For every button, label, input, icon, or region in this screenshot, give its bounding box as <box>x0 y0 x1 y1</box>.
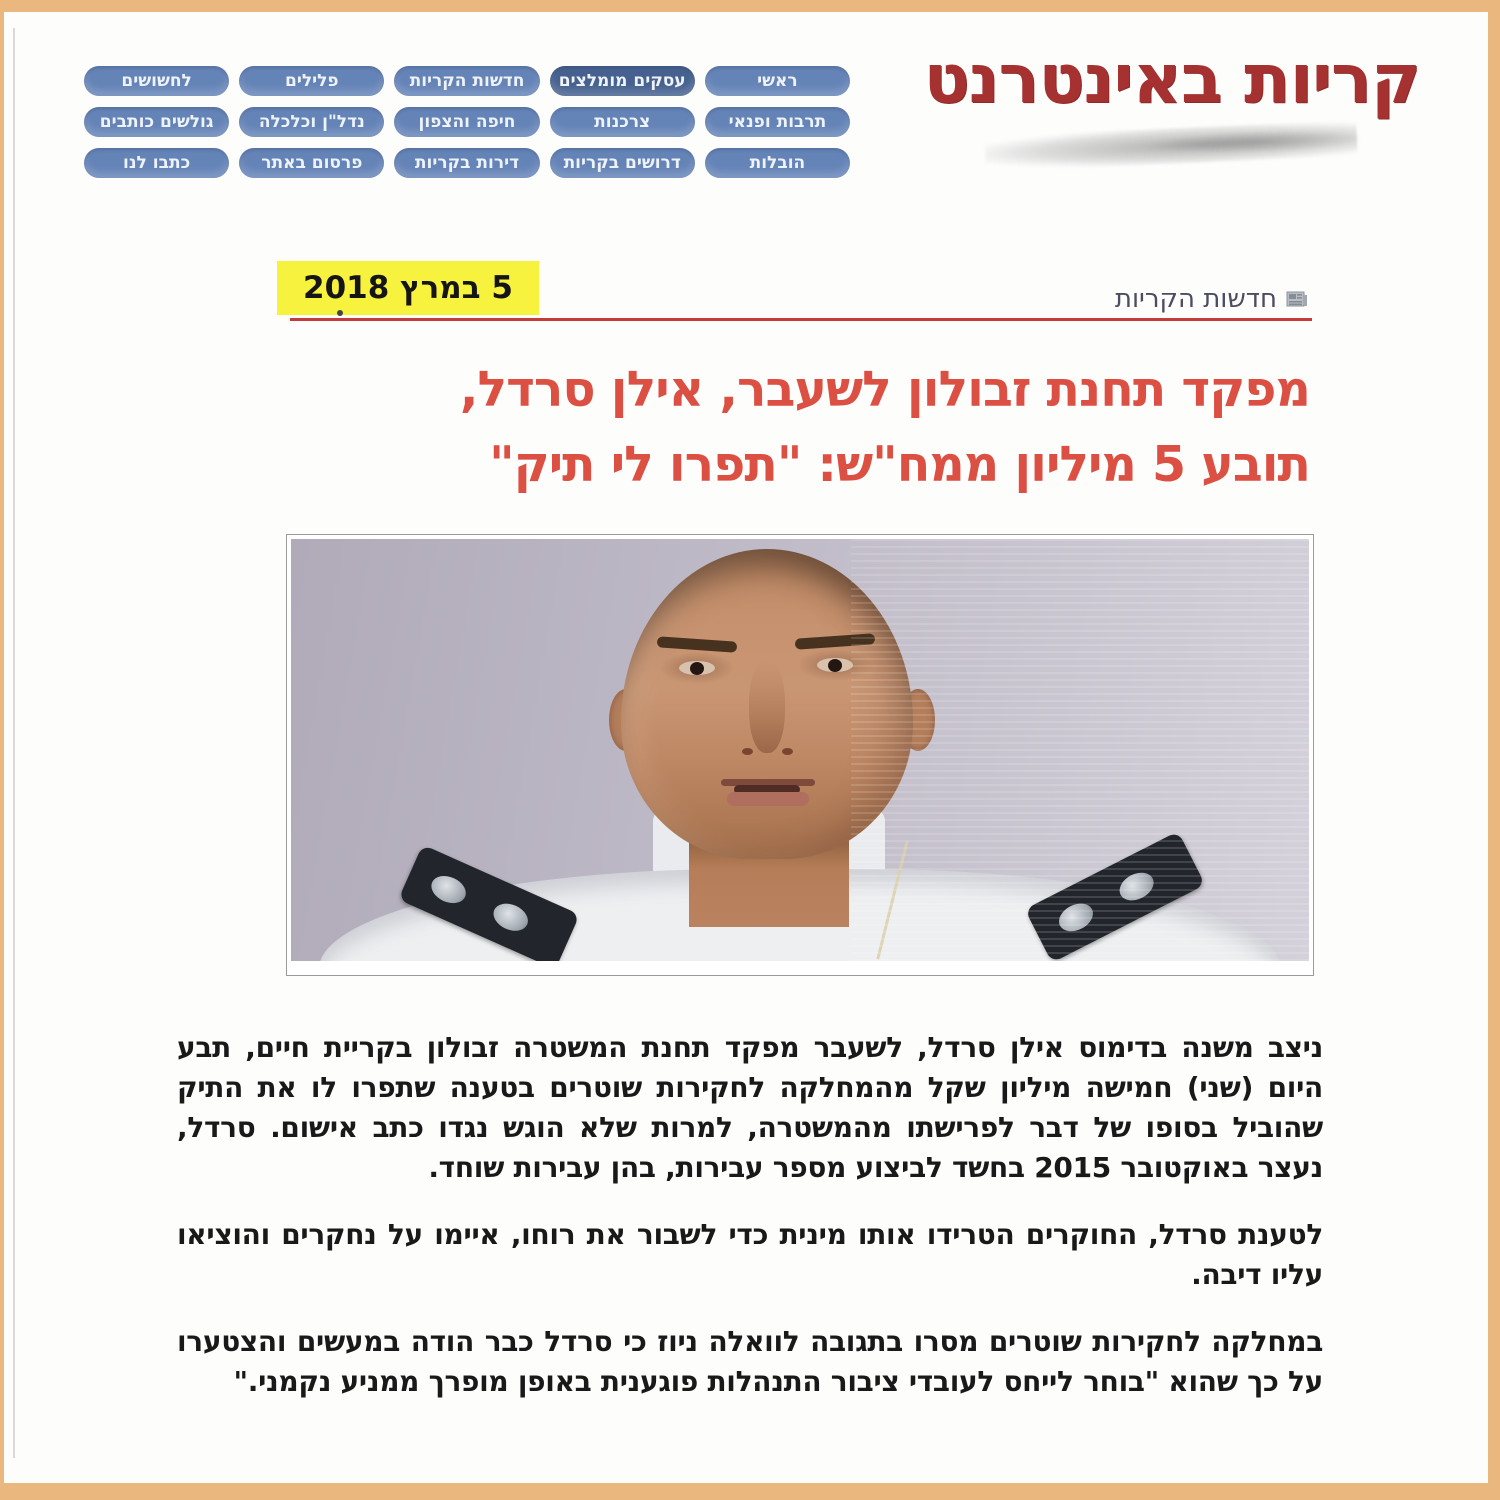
site-logo[interactable]: קריות באינטרנט <box>923 40 1420 119</box>
pupil <box>828 659 842 672</box>
eye <box>679 661 715 675</box>
section-title[interactable]: חדשות הקריות <box>1114 284 1277 314</box>
newspaper-icon <box>1286 290 1308 308</box>
article-headline <box>300 352 1310 502</box>
article-paragraph: ניצב משנה בדימוס אילן סרדל, לשעבר מפקד תחנת המשטרה זבולון בקריית חיים, תבע היום (שני) חמישה מיליון שקל מהמחלקה לחקירות שוטרים בטענה שתפרו לו את התיק שהוביל בסופו של דבר לפרישתו מהמשטרה, למרות שלא הוגש נגדו כתב אישום. סרדל, נעצר באוקטובר 2015 בחשד לביצוע מספר עבירות, בהן עבירות שוחד. <box>177 1031 1323 1184</box>
eye <box>817 658 853 672</box>
nav-item-crime[interactable]: פלילים <box>239 66 384 96</box>
nav-item-surfers-write[interactable]: גולשים כותבים <box>84 107 229 137</box>
section-divider-line <box>290 318 1312 321</box>
mouth <box>727 792 809 806</box>
nav-item-jobs-krayot[interactable]: דרושים בקריות <box>550 148 695 178</box>
nostril <box>782 748 793 755</box>
necklace <box>876 840 908 959</box>
face <box>621 549 913 859</box>
nav-item-whispers[interactable]: לחשושים <box>84 66 229 96</box>
headline-line-1: מפקד תחנת זבולון לשעבר, אילן סרדל, <box>459 361 1310 418</box>
headline-line-2: תובע 5 מיליון ממח"ש: "תפרו לי תיק" <box>489 436 1310 493</box>
scan-border-right <box>1488 0 1500 1500</box>
eyebrow <box>795 633 876 650</box>
article-body <box>177 1028 1323 1429</box>
main-navigation <box>84 66 850 178</box>
rank-insignia <box>1115 867 1158 906</box>
nav-item-recommended-businesses[interactable]: עסקים מומלצים <box>550 66 695 96</box>
scan-border-left <box>0 0 4 1500</box>
nav-item-haifa-north[interactable]: חיפה והצפון <box>394 107 539 137</box>
nav-item-krayot-news[interactable]: חדשות הקריות <box>394 66 539 96</box>
nostril <box>742 748 753 755</box>
rank-insignia <box>1054 898 1097 937</box>
article-paragraph: במחלקה לחקירות שוטרים מסרו בתגובה לוואלה ניוז כי סרדל כבר הודה במעשים והצטערו על כך שהוא "בוחר לייחס לעובדי ציבור התנהלות פוגענית באופן מופרך ממניע נקמני." <box>177 1325 1323 1398</box>
scan-edge-line <box>13 28 15 1458</box>
nav-item-consumerism[interactable]: צרכנות <box>550 107 695 137</box>
epaulette-right <box>1025 831 1205 961</box>
scan-border-top <box>0 0 1500 12</box>
nav-item-movers[interactable]: הובלות <box>705 148 850 178</box>
nav-item-apartments-krayot[interactable]: דירות בקריות <box>394 148 539 178</box>
nav-item-home[interactable]: ראשי <box>705 66 850 96</box>
pen-dot <box>337 310 343 316</box>
highlighted-date: 5 במרץ 2018 <box>277 261 539 315</box>
nav-item-advertise[interactable]: פרסום באתר <box>239 148 384 178</box>
article-paragraph: לטענת סרדל, החוקרים הטרידו אותו מינית כדי לשבור את רוחו, איימו על נחקרים והוציאו עליו דיבה. <box>177 1218 1323 1291</box>
article-photo-frame <box>286 534 1314 976</box>
nav-item-culture-leisure[interactable]: תרבות ופנאי <box>705 107 850 137</box>
eyebrow <box>657 636 738 653</box>
nav-item-realestate-economy[interactable]: נדל"ן וכלכלה <box>239 107 384 137</box>
section-header <box>1115 284 1308 314</box>
pupil <box>690 662 704 675</box>
ear <box>901 689 935 751</box>
nav-item-contact-us[interactable]: כתבו לנו <box>84 148 229 178</box>
article-photo-police-officer <box>291 539 1309 961</box>
scan-border-bottom <box>0 1483 1500 1500</box>
rank-insignia <box>427 871 470 908</box>
rank-insignia <box>489 898 532 935</box>
nose <box>749 661 785 753</box>
